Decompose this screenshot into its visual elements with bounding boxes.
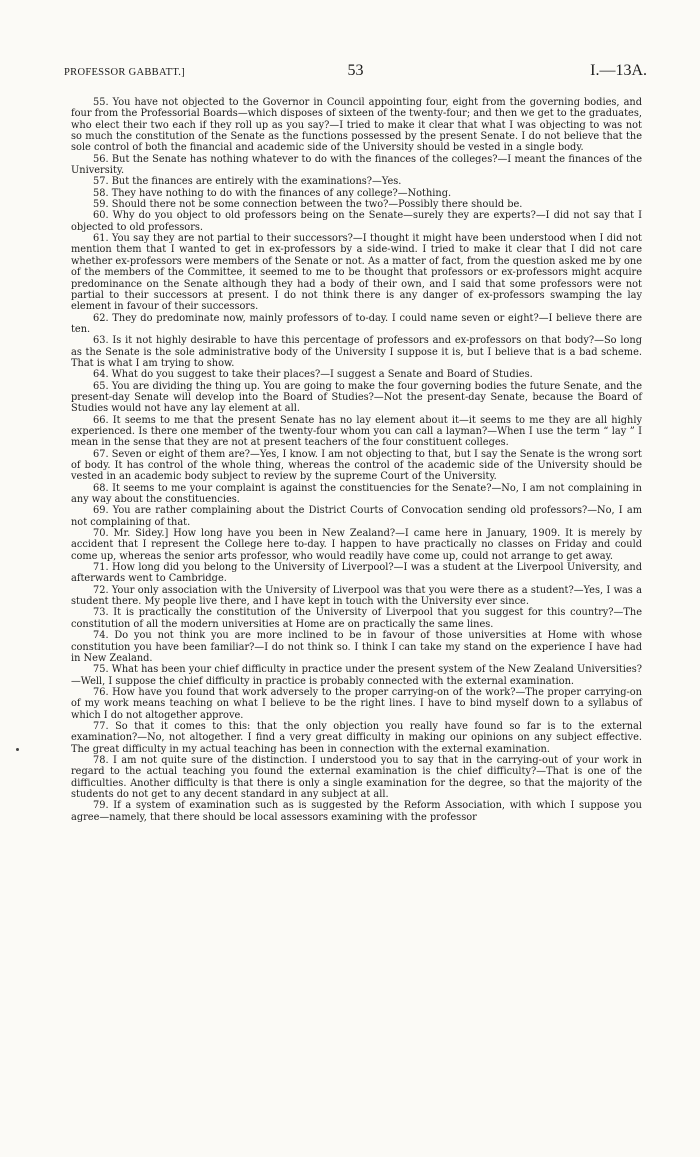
- paragraph-q57: 57. But the finances are entirely with the examinations?—Yes.: [93, 176, 402, 188]
- paragraph-q62: 62. They do predominate now, mainly professors of to-day. I could name seven or eight?—I believe there are ten.: [71, 312, 642, 335]
- paragraph-q70: 70. Mr. Sidey.] How long have you been in New Zealand?—I came here in January, 1909. It is merely by accident that I represent the College here to-day. I happen to have practically no classes on Friday and could come up, whereas the senior arts professor, who would readily have come up, could not arrange to get away.: [71, 528, 642, 562]
- paragraph-q66: 66. It seems to me that the present Senate has no lay element about it—it seems to me they are all highly experienced. Is there one member of the twenty-four whom you can call a layman?—When I use the term “ lay ” I mean in the sense that they are not at present teachers of the four constituent colleges.: [71, 414, 642, 449]
- parliamentary-paper-reference: I.—13A.: [590, 62, 647, 79]
- paragraph-q67: 67. Seven or eight of them are?—Yes, I know. I am not objecting to that, but I say the Senate is the wrong sort of body. It has control of the whole thing, whereas the control of the academic side of the University should be vested in an academic body subject to review by the supreme Court of the University.: [71, 448, 642, 483]
- paragraph-q72: 72. Your only association with the University of Liverpool was that you were there as a student?—Yes, I was a student there. My people live there, and I have kept in touch with the University ever since.: [71, 584, 642, 608]
- paragraph-q58: 58. They have nothing to do with the finances of any college?—Nothing.: [93, 187, 452, 199]
- paragraph-q65: 65. You are dividing the thing up. You are going to make the four governing bodies the future Senate, and the present-day Senate will develop into the Board of Studies?—Not the present-day Senate, because the Board of Studies would not have any lay element at all.: [71, 380, 642, 415]
- paragraph-q75: 75. What has been your chief difficulty in practice under the present system of the New Zealand Universities?—Well, I suppose the chief difficulty in practice is probably connected with the external examination.: [71, 664, 642, 687]
- paragraph-q60: 60. Why do you object to old professors being on the Senate—surely they are experts?—I did not say that I objected to old professors.: [71, 210, 642, 233]
- paragraph-q61: 61. You say they are not partial to their successors?—I thought it might have been understood when I did not mention them that I wanted to get in ex-professors by a side-wind. I tried to make it clear that I did not care whether ex-professors were members of the Senate or not. As a matter of fact, from the question asked me by one of the members of the Committee, it seemed to me to be thought that professors or ex-professors might acquire predominance on the Senate although they had a body of their own, and I said that some professors were not partial to their successors at present. I do not think there is any danger of ex-professors swamping the lay element in favour of their successors.: [71, 233, 642, 313]
- paragraph-q73: 73. It is practically the constitution of the University of Liverpool that you suggest for this country?—The constitution of all the modern universities at Home are on practically the same lines.: [71, 607, 642, 630]
- paragraph-q77: 77. So that it comes to this: that the only objection you really have found so far is to the external examination?—No, not altogether. I find a very great difficulty in making our opinions on any subject effective. The great difficulty in my actual teaching has been in connection with the external examination.: [71, 720, 642, 755]
- margin-speck: [16, 748, 19, 751]
- paragraph-q76: 76. How have you found that work adversely to the proper carrying-on of the work?—The proper carrying-on of my work means teaching on what I believe to be the right lines. I have to bind myself down to a syllabus of which I do not altogether approve.: [71, 686, 642, 721]
- paragraph-q68: 68. It seems to me your complaint is against the constituencies for the Senate?—No, I am not complaining in any way about the constituencies.: [71, 482, 642, 506]
- paragraph-q74: 74. Do you not think you are more inclined to be in favour of those universities at Home with whose constitution you have been familiar?—I do not think so. I think I can take my stand on the experience I have had in New Zealand.: [71, 630, 642, 664]
- page-header: [64, 62, 647, 82]
- paragraph-q63: 63. Is it not highly desirable to have this percentage of professors and ex-professors on that body?—So long as the Senate is the sole administrative body of the University I suppose it is, but I believe that is a bad scheme. That is what I am trying to show.: [71, 335, 642, 369]
- running-head-witness: PROFESSOR GABBATT.]: [64, 67, 186, 78]
- paragraph-q71: 71. How long did you belong to the University of Liverpool?—I was a student at the Liverpool University, and afterwards went to Cambridge.: [71, 562, 642, 585]
- paragraph-q59: 59. Should there not be some connection between the two?—Possibly there should be.: [93, 199, 523, 211]
- page-number: 53: [347, 62, 364, 79]
- paragraph-q69: 69. You are rather complaining about the District Courts of Convocation sending old professors?—No, I am not complaining of that.: [71, 505, 642, 528]
- paragraph-q56: 56. But the Senate has nothing whatever to do with the finances of the colleges?—I meant the finances of the University.: [71, 153, 642, 177]
- paragraph-q78: 78. I am not quite sure of the distinction. I understood you to say that in the carrying-out of your work in regard to the actual teaching you found the external examination is the chief difficulty?—That is one of the difficulties. Another difficulty is that there is only a single examination for the degree, so that the majority of the students do not get to any decent standard in any subject at all.: [71, 754, 642, 800]
- page-body: [71, 97, 642, 823]
- paragraph-q55: 55. You have not objected to the Governor in Council appointing four, eight from the governing bodies, and four from the Professorial Boards—which disposes of sixteen of the twenty-four; and then we get to the graduates, who elect their two each if they roll up as you say?—I tried to make it clear that what I was objecting to was not so much the constitution of the Senate as the functions possessed by the present Senate. I do not believe that the sole control of both the financial and academic side of the University should be vested in a single body.: [71, 97, 642, 154]
- paragraph-q79: 79. If a system of examination such as is suggested by the Reform Association, with which I suppose you agree—namely, that there should be local assessors examining with the professor: [71, 800, 642, 823]
- paragraph-q64: 64. What do you suggest to take their places?—I suggest a Senate and Board of Studies.: [93, 369, 533, 381]
